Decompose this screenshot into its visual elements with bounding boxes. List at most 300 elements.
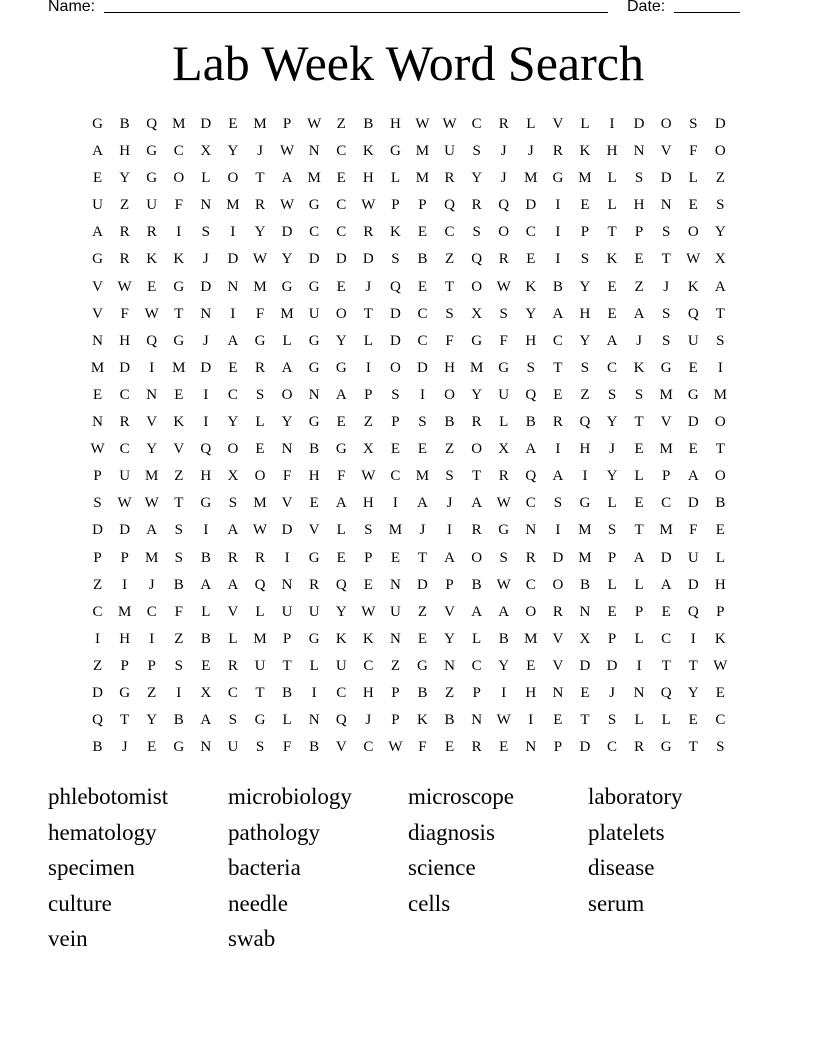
grid-cell[interactable]: F: [689, 143, 698, 160]
grid-cell[interactable]: L: [634, 468, 644, 485]
grid-cell[interactable]: L: [634, 712, 644, 729]
grid-cell[interactable]: E: [688, 712, 698, 729]
grid-cell[interactable]: W: [713, 657, 728, 674]
grid-cell[interactable]: Y: [146, 712, 158, 729]
grid-cell[interactable]: M: [90, 359, 105, 376]
grid-cell[interactable]: I: [149, 630, 155, 647]
grid-cell[interactable]: D: [362, 251, 374, 268]
grid-cell[interactable]: P: [445, 576, 454, 593]
grid-cell[interactable]: L: [201, 170, 211, 187]
grid-cell[interactable]: V: [552, 657, 564, 674]
grid-cell[interactable]: N: [92, 414, 103, 431]
grid-cell[interactable]: V: [444, 603, 455, 620]
grid-cell[interactable]: C: [363, 657, 374, 674]
grid-cell[interactable]: L: [228, 630, 238, 647]
grid-cell[interactable]: Z: [390, 657, 400, 674]
grid-cell[interactable]: C: [552, 332, 563, 349]
grid-cell[interactable]: B: [309, 739, 320, 756]
grid-cell[interactable]: P: [120, 657, 129, 674]
grid-cell[interactable]: P: [607, 549, 617, 566]
grid-cell[interactable]: W: [144, 305, 159, 322]
grid-cell[interactable]: R: [227, 549, 238, 566]
grid-cell[interactable]: S: [689, 116, 698, 132]
grid-cell[interactable]: B: [444, 712, 455, 729]
grid-cell[interactable]: D: [227, 251, 239, 268]
grid-cell[interactable]: T: [661, 657, 671, 674]
grid-cell[interactable]: Z: [336, 116, 346, 132]
grid-cell[interactable]: D: [687, 576, 699, 593]
grid-cell[interactable]: V: [308, 522, 320, 539]
grid-cell[interactable]: J: [419, 522, 426, 539]
grid-cell[interactable]: P: [147, 657, 156, 674]
grid-cell[interactable]: Q: [498, 197, 510, 214]
grid-cell[interactable]: Q: [687, 305, 699, 322]
grid-cell[interactable]: N: [471, 712, 483, 729]
grid-cell[interactable]: Z: [444, 684, 455, 701]
grid-cell[interactable]: P: [93, 549, 102, 566]
grid-cell[interactable]: C: [661, 630, 672, 647]
grid-cell[interactable]: O: [714, 143, 726, 160]
grid-cell[interactable]: K: [173, 414, 185, 431]
grid-cell[interactable]: H: [119, 332, 131, 349]
grid-cell[interactable]: M: [524, 630, 538, 647]
grid-cell[interactable]: M: [117, 603, 132, 620]
grid-cell[interactable]: B: [715, 495, 726, 512]
grid-cell[interactable]: O: [714, 468, 726, 485]
grid-cell[interactable]: R: [498, 251, 509, 268]
grid-cell[interactable]: R: [255, 549, 266, 566]
grid-cell[interactable]: G: [579, 495, 591, 512]
grid-cell[interactable]: K: [146, 251, 158, 268]
grid-cell[interactable]: G: [308, 549, 320, 566]
grid-cell[interactable]: G: [308, 630, 320, 647]
grid-cell[interactable]: A: [633, 305, 645, 322]
name-blank-line[interactable]: [104, 12, 608, 13]
grid-cell[interactable]: H: [362, 495, 374, 512]
grid-cell[interactable]: U: [227, 739, 239, 756]
grid-cell[interactable]: I: [284, 549, 290, 566]
grid-cell[interactable]: F: [499, 332, 508, 349]
grid-cell[interactable]: Q: [335, 712, 347, 729]
grid-cell[interactable]: F: [689, 522, 698, 539]
grid-cell[interactable]: Z: [147, 684, 157, 701]
grid-cell[interactable]: C: [119, 386, 130, 403]
grid-cell[interactable]: R: [552, 414, 563, 431]
grid-cell[interactable]: Y: [525, 305, 537, 322]
grid-cell[interactable]: C: [661, 495, 672, 512]
grid-cell[interactable]: U: [687, 332, 699, 349]
grid-cell[interactable]: E: [607, 278, 617, 295]
grid-cell[interactable]: R: [309, 576, 320, 593]
grid-cell[interactable]: Q: [92, 712, 103, 729]
grid-cell[interactable]: E: [417, 630, 428, 647]
grid-cell[interactable]: Y: [687, 684, 699, 701]
grid-cell[interactable]: M: [226, 197, 240, 214]
grid-cell[interactable]: I: [203, 522, 209, 539]
grid-cell[interactable]: T: [553, 359, 563, 376]
grid-cell[interactable]: K: [714, 630, 726, 647]
grid-cell[interactable]: P: [472, 684, 481, 701]
grid-cell[interactable]: V: [92, 305, 103, 322]
grid-cell[interactable]: U: [498, 386, 510, 403]
grid-cell[interactable]: R: [444, 170, 455, 187]
grid-cell[interactable]: A: [552, 305, 564, 322]
grid-cell[interactable]: M: [253, 278, 267, 295]
grid-cell[interactable]: S: [499, 549, 508, 566]
grid-cell[interactable]: M: [659, 522, 673, 539]
grid-cell[interactable]: G: [92, 251, 103, 268]
grid-cell[interactable]: D: [687, 495, 699, 512]
grid-cell[interactable]: C: [146, 603, 157, 620]
grid-cell[interactable]: T: [661, 251, 671, 268]
grid-cell[interactable]: S: [174, 549, 183, 566]
grid-cell[interactable]: D: [119, 522, 131, 539]
grid-cell[interactable]: S: [391, 251, 400, 268]
grid-cell[interactable]: G: [687, 386, 699, 403]
grid-cell[interactable]: F: [255, 305, 265, 322]
grid-cell[interactable]: S: [364, 522, 373, 539]
grid-cell[interactable]: A: [687, 468, 699, 485]
grid-cell[interactable]: R: [552, 143, 563, 160]
grid-cell[interactable]: Y: [714, 224, 726, 241]
grid-cell[interactable]: D: [308, 251, 320, 268]
grid-cell[interactable]: D: [525, 197, 537, 214]
grid-cell[interactable]: A: [92, 143, 103, 160]
grid-cell[interactable]: C: [336, 684, 347, 701]
grid-cell[interactable]: J: [446, 495, 453, 512]
grid-cell[interactable]: K: [362, 630, 374, 647]
grid-cell[interactable]: E: [634, 441, 644, 458]
grid-cell[interactable]: G: [173, 332, 185, 349]
grid-cell[interactable]: C: [525, 495, 536, 512]
grid-cell[interactable]: J: [527, 143, 534, 160]
grid-cell[interactable]: K: [579, 143, 591, 160]
grid-cell[interactable]: G: [308, 414, 320, 431]
grid-cell[interactable]: V: [227, 603, 239, 620]
grid-cell[interactable]: B: [173, 712, 184, 729]
grid-cell[interactable]: U: [687, 549, 699, 566]
grid-cell[interactable]: F: [282, 739, 292, 756]
grid-cell[interactable]: D: [552, 549, 564, 566]
grid-cell[interactable]: B: [417, 684, 428, 701]
grid-cell[interactable]: I: [555, 522, 561, 539]
grid-cell[interactable]: E: [715, 684, 725, 701]
grid-cell[interactable]: N: [227, 278, 239, 295]
grid-cell[interactable]: H: [714, 576, 726, 593]
grid-cell[interactable]: H: [362, 170, 374, 187]
grid-cell[interactable]: H: [362, 684, 374, 701]
grid-cell[interactable]: S: [553, 495, 563, 512]
grid-cell[interactable]: S: [607, 386, 617, 403]
grid-cell[interactable]: F: [445, 332, 454, 349]
grid-cell[interactable]: W: [117, 495, 132, 512]
grid-cell[interactable]: E: [580, 197, 590, 214]
grid-cell[interactable]: T: [607, 224, 617, 241]
grid-cell[interactable]: Z: [444, 441, 455, 458]
grid-cell[interactable]: L: [282, 332, 292, 349]
grid-cell[interactable]: E: [336, 170, 346, 187]
grid-cell[interactable]: I: [555, 251, 561, 268]
grid-cell[interactable]: G: [498, 359, 510, 376]
grid-cell[interactable]: Y: [444, 630, 455, 647]
grid-cell[interactable]: T: [174, 305, 184, 322]
grid-cell[interactable]: G: [308, 278, 320, 295]
grid-cell[interactable]: O: [471, 278, 483, 295]
grid-cell[interactable]: Q: [444, 197, 455, 214]
grid-cell[interactable]: U: [389, 603, 401, 620]
grid-cell[interactable]: D: [119, 359, 131, 376]
grid-cell[interactable]: Z: [634, 278, 644, 295]
grid-cell[interactable]: L: [607, 495, 617, 512]
grid-cell[interactable]: S: [716, 739, 725, 756]
grid-cell[interactable]: C: [607, 739, 618, 756]
grid-cell[interactable]: W: [90, 441, 105, 458]
grid-cell[interactable]: R: [471, 522, 482, 539]
grid-cell[interactable]: O: [714, 414, 726, 431]
grid-cell[interactable]: E: [553, 712, 563, 729]
grid-cell[interactable]: P: [120, 549, 129, 566]
grid-cell[interactable]: J: [365, 278, 372, 295]
grid-cell[interactable]: W: [361, 197, 376, 214]
grid-cell[interactable]: H: [200, 468, 212, 485]
grid-cell[interactable]: J: [202, 332, 209, 349]
grid-cell[interactable]: B: [471, 576, 482, 593]
grid-cell[interactable]: B: [579, 576, 590, 593]
grid-cell[interactable]: M: [415, 143, 430, 160]
grid-cell[interactable]: L: [255, 603, 265, 620]
grid-cell[interactable]: Y: [579, 278, 591, 295]
grid-cell[interactable]: S: [174, 522, 183, 539]
grid-cell[interactable]: V: [660, 143, 672, 160]
grid-cell[interactable]: L: [526, 116, 536, 132]
grid-cell[interactable]: N: [525, 739, 537, 756]
grid-cell[interactable]: X: [362, 441, 374, 458]
grid-cell[interactable]: I: [419, 386, 425, 403]
grid-cell[interactable]: R: [498, 468, 509, 485]
grid-cell[interactable]: C: [119, 441, 130, 458]
grid-cell[interactable]: P: [418, 197, 427, 214]
grid-cell[interactable]: M: [172, 116, 186, 132]
grid-cell[interactable]: P: [580, 224, 590, 241]
grid-cell[interactable]: P: [391, 684, 400, 701]
grid-cell[interactable]: D: [200, 359, 212, 376]
grid-cell[interactable]: S: [499, 305, 508, 322]
grid-cell[interactable]: T: [444, 278, 455, 295]
grid-cell[interactable]: N: [146, 386, 158, 403]
grid-cell[interactable]: A: [633, 549, 645, 566]
grid-cell[interactable]: B: [119, 116, 130, 132]
grid-cell[interactable]: J: [202, 251, 209, 268]
grid-cell[interactable]: I: [555, 197, 561, 214]
grid-cell[interactable]: M: [524, 170, 538, 187]
grid-cell[interactable]: D: [660, 549, 672, 566]
grid-cell[interactable]: T: [255, 684, 265, 701]
grid-cell[interactable]: H: [525, 332, 537, 349]
grid-cell[interactable]: X: [471, 305, 483, 322]
grid-cell[interactable]: R: [119, 224, 130, 241]
grid-cell[interactable]: A: [498, 603, 510, 620]
grid-cell[interactable]: S: [174, 657, 183, 674]
grid-cell[interactable]: S: [607, 522, 617, 539]
grid-cell[interactable]: J: [500, 170, 507, 187]
grid-cell[interactable]: E: [174, 386, 184, 403]
grid-cell[interactable]: I: [176, 684, 182, 701]
grid-cell[interactable]: M: [172, 359, 186, 376]
grid-cell[interactable]: U: [119, 468, 131, 485]
grid-cell[interactable]: E: [336, 278, 346, 295]
grid-cell[interactable]: R: [146, 224, 157, 241]
grid-cell[interactable]: O: [227, 441, 239, 458]
grid-cell[interactable]: C: [309, 224, 320, 241]
grid-cell[interactable]: F: [337, 468, 346, 485]
grid-cell[interactable]: P: [282, 116, 292, 132]
grid-cell[interactable]: T: [363, 305, 373, 322]
grid-cell[interactable]: O: [552, 576, 564, 593]
grid-cell[interactable]: Q: [200, 441, 212, 458]
grid-cell[interactable]: I: [717, 359, 723, 376]
grid-cell[interactable]: Y: [498, 657, 510, 674]
grid-cell[interactable]: L: [255, 414, 265, 431]
grid-cell[interactable]: E: [390, 549, 400, 566]
grid-cell[interactable]: G: [92, 116, 103, 132]
grid-cell[interactable]: G: [308, 197, 320, 214]
grid-cell[interactable]: R: [119, 251, 130, 268]
grid-cell[interactable]: G: [281, 278, 293, 295]
grid-cell[interactable]: U: [146, 197, 158, 214]
grid-cell[interactable]: G: [335, 441, 347, 458]
grid-cell[interactable]: N: [444, 657, 455, 674]
grid-cell[interactable]: Y: [227, 414, 239, 431]
grid-cell[interactable]: I: [176, 224, 182, 241]
grid-cell[interactable]: S: [228, 712, 238, 729]
grid-cell[interactable]: E: [417, 278, 428, 295]
grid-cell[interactable]: I: [149, 359, 155, 376]
grid-cell[interactable]: L: [309, 657, 319, 674]
grid-cell[interactable]: W: [496, 576, 511, 593]
grid-cell[interactable]: W: [442, 116, 457, 132]
grid-cell[interactable]: T: [472, 468, 482, 485]
grid-cell[interactable]: A: [552, 468, 564, 485]
date-blank-line[interactable]: [674, 12, 740, 13]
grid-cell[interactable]: Z: [444, 251, 455, 268]
grid-cell[interactable]: D: [389, 305, 401, 322]
grid-cell[interactable]: S: [472, 143, 481, 160]
grid-cell[interactable]: E: [553, 386, 563, 403]
grid-cell[interactable]: W: [496, 712, 511, 729]
grid-cell[interactable]: W: [117, 278, 132, 295]
grid-cell[interactable]: M: [307, 170, 321, 187]
grid-cell[interactable]: F: [120, 305, 129, 322]
grid-cell[interactable]: S: [662, 332, 671, 349]
grid-cell[interactable]: W: [252, 251, 268, 268]
grid-cell[interactable]: O: [227, 170, 239, 187]
grid-cell[interactable]: L: [634, 576, 644, 593]
grid-cell[interactable]: Z: [363, 414, 373, 431]
grid-cell[interactable]: W: [307, 116, 322, 132]
grid-cell[interactable]: X: [200, 143, 212, 160]
grid-cell[interactable]: Q: [146, 332, 158, 349]
grid-cell[interactable]: N: [308, 386, 320, 403]
grid-cell[interactable]: T: [715, 441, 725, 458]
grid-cell[interactable]: D: [92, 522, 103, 539]
grid-cell[interactable]: I: [230, 305, 236, 322]
grid-cell[interactable]: M: [388, 522, 403, 539]
grid-cell[interactable]: N: [660, 197, 672, 214]
grid-cell[interactable]: G: [498, 522, 510, 539]
grid-cell[interactable]: B: [200, 630, 211, 647]
grid-cell[interactable]: Q: [687, 603, 699, 620]
grid-cell[interactable]: Q: [660, 684, 672, 701]
grid-cell[interactable]: R: [255, 197, 266, 214]
grid-cell[interactable]: E: [228, 116, 238, 132]
grid-cell[interactable]: Z: [92, 657, 103, 674]
grid-cell[interactable]: N: [92, 332, 103, 349]
grid-cell[interactable]: R: [525, 549, 536, 566]
grid-cell[interactable]: A: [525, 441, 537, 458]
grid-cell[interactable]: E: [309, 495, 319, 512]
grid-cell[interactable]: E: [607, 603, 617, 620]
grid-cell[interactable]: H: [579, 441, 591, 458]
grid-cell[interactable]: A: [227, 576, 239, 593]
grid-cell[interactable]: H: [308, 468, 320, 485]
grid-cell[interactable]: P: [391, 197, 400, 214]
grid-cell[interactable]: G: [254, 712, 266, 729]
grid-cell[interactable]: E: [661, 603, 671, 620]
grid-cell[interactable]: C: [525, 576, 536, 593]
grid-cell[interactable]: A: [227, 522, 239, 539]
grid-cell[interactable]: G: [552, 170, 564, 187]
grid-cell[interactable]: C: [92, 603, 103, 620]
grid-cell[interactable]: Q: [389, 278, 401, 295]
grid-cell[interactable]: T: [688, 739, 698, 756]
grid-cell[interactable]: U: [92, 197, 103, 214]
grid-cell[interactable]: X: [200, 684, 212, 701]
grid-cell[interactable]: Y: [335, 603, 347, 620]
grid-cell[interactable]: C: [173, 143, 184, 160]
grid-cell[interactable]: X: [498, 441, 510, 458]
grid-cell[interactable]: S: [201, 224, 211, 241]
grid-cell[interactable]: Y: [606, 468, 618, 485]
grid-cell[interactable]: G: [308, 359, 320, 376]
grid-cell[interactable]: T: [174, 495, 184, 512]
grid-cell[interactable]: C: [336, 143, 347, 160]
grid-cell[interactable]: L: [607, 197, 617, 214]
grid-cell[interactable]: E: [634, 495, 644, 512]
grid-cell[interactable]: T: [417, 549, 428, 566]
grid-cell[interactable]: W: [252, 522, 268, 539]
grid-cell[interactable]: I: [447, 522, 453, 539]
grid-cell[interactable]: E: [336, 414, 346, 431]
grid-cell[interactable]: W: [280, 143, 295, 160]
grid-cell[interactable]: V: [552, 116, 564, 132]
grid-cell[interactable]: D: [281, 224, 293, 241]
grid-cell[interactable]: N: [579, 603, 591, 620]
grid-cell[interactable]: R: [471, 739, 482, 756]
grid-cell[interactable]: C: [471, 657, 482, 674]
grid-cell[interactable]: V: [92, 278, 103, 295]
grid-cell[interactable]: X: [714, 251, 726, 268]
grid-cell[interactable]: A: [146, 522, 158, 539]
grid-cell[interactable]: U: [308, 603, 320, 620]
grid-cell[interactable]: I: [230, 224, 236, 241]
grid-cell[interactable]: N: [633, 684, 645, 701]
grid-cell[interactable]: E: [607, 305, 617, 322]
grid-cell[interactable]: L: [390, 170, 400, 187]
grid-cell[interactable]: E: [363, 576, 373, 593]
grid-cell[interactable]: P: [282, 630, 292, 647]
grid-cell[interactable]: I: [555, 441, 561, 458]
grid-cell[interactable]: C: [607, 359, 618, 376]
